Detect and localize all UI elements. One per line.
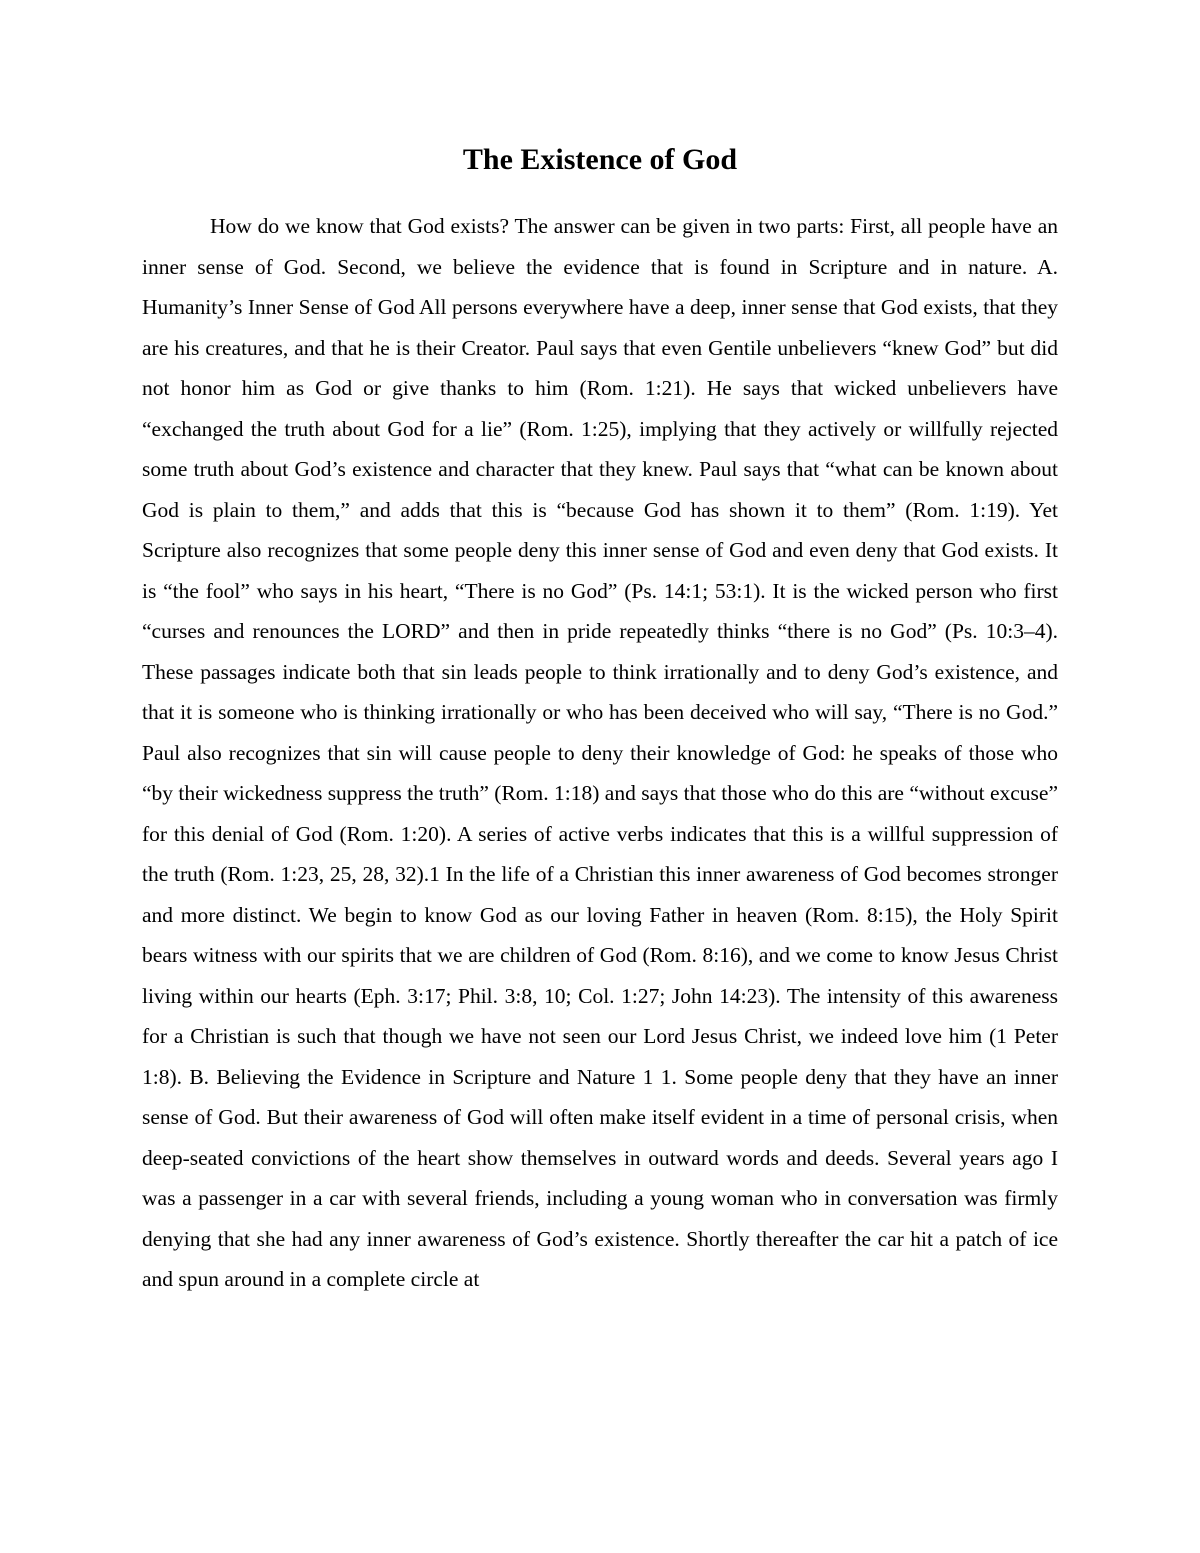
document-title: The Existence of God [462,143,738,176]
body-paragraph: How do we know that God exists? The answer can be given in two parts: First, all people have an inner sense of God. Second, we believe the evidence that is found in Scripture and in nature. A. Humanity’s Inner Sense of God All persons everywhere have a deep, inner sense that God exists, that they are his creatures, and that he is their Creator. Paul says that even Gentile unbelievers “knew God” but did not honor him as God or give thanks to him (Rom. 1:21). He says that wicked unbelievers have “exchanged the truth about God for a lie” (Rom. 1:25), implying that they actively or willfully rejected some truth about God’s existence and character that they knew. Paul says that “what can be known about God is plain to them,” and adds that this is “because God has shown it to them” (Rom. 1:19). Yet Scripture also recognizes that some people deny this inner sense of God and even deny that God exists. It is “the fool” who says in his heart, “There is no God” (Ps. 14:1; 53:1). It is the wicked person who first “curses and renounces the LORD” and then in pride repeatedly thinks “there is no God” (Ps. 10:3–4). These passages indicate both that sin leads people to think irrationally and to deny God’s existence, and that it is someone who is thinking irrationally or who has been deceived who will say, “There is no God.” Paul also recognizes that sin will cause people to deny their knowledge of God: he speaks of those who “by their wickedness suppress the truth” (Rom. 1:18) and says that those who do this are “without excuse” for this denial of God (Rom. 1:20). A series of active verbs indicates that this is a willful suppression of the truth (Rom. 1:23, 25, 28, 32).1 In the life of a Christian this inner awareness of God becomes stronger and more distinct. We begin to know God as our loving Father in heaven (Rom. 8:15), the Holy Spirit bears witness with our spirits that we are children of God (Rom. 8:16), and we come to know Jesus Christ living within our hearts (Eph. 3:17; Phil. 3:8, 10; Col. 1:27; John 14:23). The intensity of this awareness for a Christian is such that though we have not seen our Lord Jesus Christ, we indeed love him (1 Peter 1:8). B. Believing the Evidence in Scripture and Nature 1 1. Some people deny that they have an inner sense of God. But their awareness of God will often make itself evident in a time of personal crisis, when deep-seated convictions of the heart show themselves in outward words and deeds. Several years ago I was a passenger in a car with several friends, including a young woman who in conversation was firmly denying that she had any inner awareness of God’s existence. Shortly thereafter the car hit a patch of ice and spun around in a complete circle at [142,214,1058,1291]
